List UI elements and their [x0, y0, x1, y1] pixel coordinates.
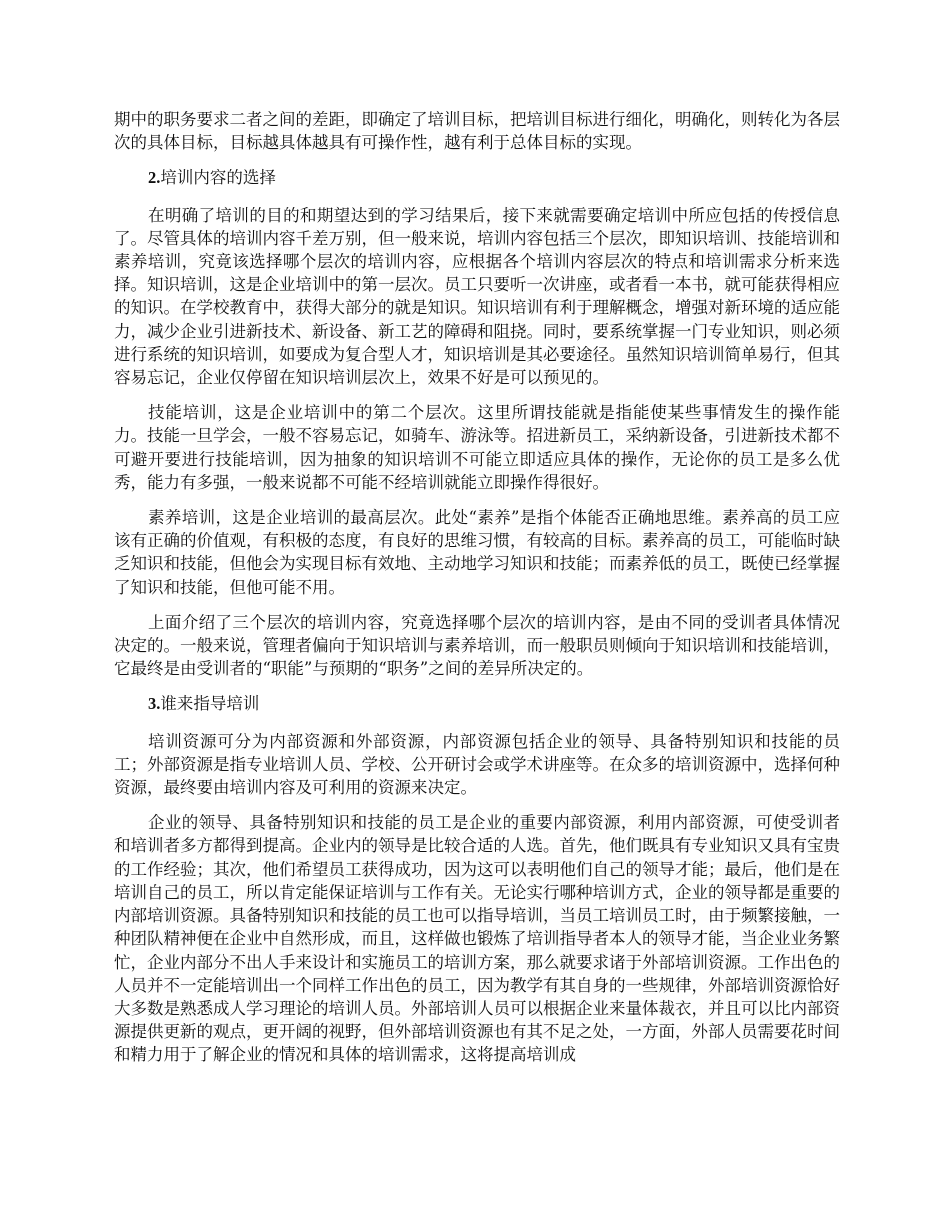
section-number: 2.: [148, 168, 161, 188]
paragraph-summary: 上面介绍了三个层次的培训内容，究竟选择哪个层次的培训内容，是由不同的受训者具体情况决定的。一般来说，管理者偏向于知识培训与素养培训，而一般职员则倾向于知识培训和技能培训，它最终是由受训者的“职能”与预期的“职务”之间的差异所决定的。: [114, 612, 840, 679]
paragraph-quality-training: 素养培训，这是企业培训的最高层次。此处“素养”是指个体能否正确地思维。素养高的员工应该有正确的价值观，有积极的态度，有良好的思维习惯，有较高的目标。素养高的员工，可能临时缺乏知识和技能，但他会为实现目标有效地、主动地学习知识和技能；而素养低的员工，既使已经掌握了知识和技能，但他可能不用。: [114, 508, 840, 597]
section-title: 谁来指导培训: [160, 694, 260, 714]
section-title: 培训内容的选择: [160, 168, 276, 188]
document-page: [114, 108, 840, 1079]
section-heading-3: [114, 692, 840, 715]
paragraph-training-resources: 培训资源可分为内部资源和外部资源，内部资源包括企业的领导、具备特别知识和技能的员工；外部资源是指专业培训人员、学校、公开研讨会或学术讲座等。在众多的培训资源中，选择何种资源，最终要由培训内容及可利用的资源来决定。: [114, 731, 840, 798]
paragraph-continuation: 期中的职务要求二者之间的差距，即确定了培训目标，把培训目标进行细化，明确化，则转化为各层次的具体目标，目标越具体越具有可操作性，越有利于总体目标的实现。: [114, 110, 840, 153]
paragraph-skill-training: 技能培训，这是企业培训中的第二个层次。这里所谓技能就是指能使某些事情发生的操作能力。技能一旦学会，一般不容易忘记，如骑车、游泳等。招进新员工，采纳新设备，引进新技术都不可避开要进行技能培训，因为抽象的知识培训不可能立即适应具体的操作，无论你的员工是多么优秀，能力有多强，一般来说都不可能不经培训就能立即操作得很好。: [114, 403, 840, 492]
paragraph-internal-external: 企业的领导、具备特别知识和技能的员工是企业的重要内部资源，利用内部资源，可使受训者和培训者多方都得到提高。企业内的领导是比较合适的人选。首先，他们既具有专业知识又具有宝贵的工作经验；其次，他们希望员工获得成功，因为这可以表明他们自己的领导才能；最后，他们是在培训自己的员工，所以肯定能保证培训与工作有关。无论实行哪种培训方式，企业的领导都是重要的内部培训资源。具备特别知识和技能的员工也可以指导培训，当员工培训员工时，由于频繁接触，一种团队精神便在企业中自然形成，而且，这样做也锻炼了培训指导者本人的领导才能，当企业业务繁忙，企业内部分不出人手来设计和实施员工的培训方案，那么就要求诸于外部培训资源。工作出色的人员并不一定能培训出一个同样工作出色的员工，因为教学有其自身的一些规律，外部培训资源恰好大多数是熟悉成人学习理论的培训人员。外部培训人员可以根据企业来量体裁衣，并且可以比内部资源提供更新的观点，更开阔的视野，但外部培训资源也有其不足之处，一方面，外部人员需要花时间和精力用于了解企业的情况和具体的培训需求，这将提高培训成: [114, 813, 840, 1065]
paragraph-knowledge-training: 在明确了培训的目的和期望达到的学习结果后，接下来就需要确定培训中所应包括的传授信息了。尽管具体的培训内容千差万别，但一般来说，培训内容包括三个层次，即知识培训、技能培训和素养培训，究竟该选择哪个层次的培训内容，应根据各个培训内容层次的特点和培训需求分析来选择。知识培训，这是企业培训中的第一层次。员工只要听一次讲座，或者看一本书，就可能获得相应的知识。在学校教育中，获得大部分的就是知识。知识培训有利于理解概念，增强对新环境的适应能力，减少企业引进新技术、新设备、新工艺的障碍和阻挠。同时，要系统掌握一门专业知识，则必须进行系统的知识培训，如要成为复合型人才，知识培训是其必要途径。虽然知识培训简单易行，但其容易忘记，企业仅停留在知识培训层次上，效果不好是可以预见的。: [114, 205, 840, 388]
section-heading-2: [114, 166, 840, 189]
section-number: 3.: [148, 694, 161, 714]
